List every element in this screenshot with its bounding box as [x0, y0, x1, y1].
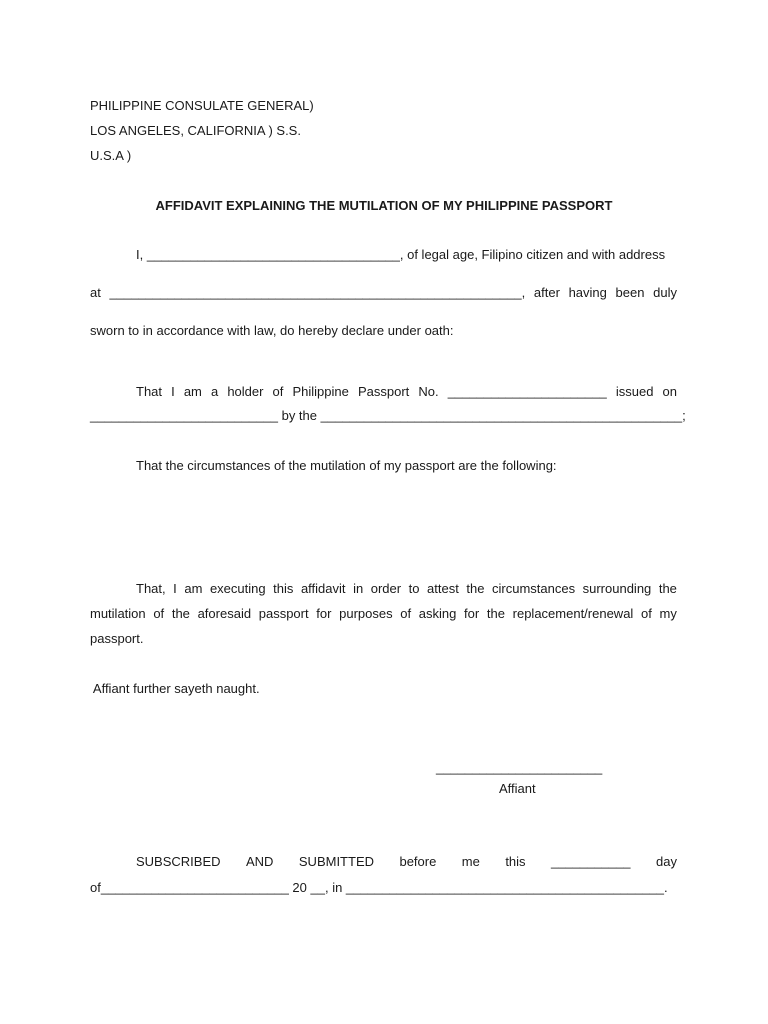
word: mutilation [90, 606, 146, 621]
word: aforesaid [197, 606, 252, 621]
word: this [273, 581, 294, 596]
word: SUBSCRIBED [136, 854, 221, 869]
word: of [272, 384, 284, 399]
word: duly [653, 285, 677, 300]
para1-line-1: I, ___________________________________, of legal age, Filipino citizen and with address [136, 247, 666, 262]
word: asking [418, 606, 457, 621]
word: order [370, 581, 402, 596]
word: before [399, 854, 437, 869]
word: Philippine [292, 384, 349, 399]
word: having [568, 285, 607, 300]
word: replacement/renewal [512, 606, 634, 621]
word: issued [615, 384, 654, 399]
word: AND [245, 854, 274, 869]
word: affidavit [300, 581, 346, 596]
word: surrounding [582, 581, 652, 596]
word: am [184, 581, 203, 596]
word: Passport [357, 384, 410, 399]
word: circumstances [492, 581, 576, 596]
jurat-line-1 [136, 854, 677, 870]
para2-line-2: __________________________ by the __________________________________________________; [90, 408, 686, 423]
venue-line-2: LOS ANGELES, CALIFORNIA ) S.S. [90, 123, 301, 138]
word: in [353, 581, 364, 596]
word: on [662, 384, 677, 399]
address-blank: _________________________________________________________, [109, 285, 526, 300]
word: ___________ [551, 854, 631, 869]
para2-line-1 [136, 384, 677, 400]
word: the [466, 581, 485, 596]
word: after [533, 285, 560, 300]
passport-number-blank: ______________________ [447, 384, 607, 399]
word: a [210, 384, 219, 399]
word: for [316, 606, 332, 621]
word: passport [258, 606, 309, 621]
venue-line-3: U.S.A ) [90, 148, 132, 163]
word: for [464, 606, 480, 621]
para1-line-3: sworn to in accordance with law, do hereby declare under oath: [90, 323, 454, 338]
word: That, [136, 581, 166, 596]
word: executing [209, 581, 266, 596]
word: of [153, 606, 165, 621]
word: holder [227, 384, 264, 399]
para4-line-1 [136, 581, 677, 597]
jurat-line-2: of__________________________ 20 __, in ____________________________________________. [90, 880, 668, 895]
word: No. [418, 384, 439, 399]
affiant-signature-line: _______________________ [436, 760, 603, 775]
word: am [183, 384, 202, 399]
word: SUBMITTED [298, 854, 375, 869]
word: attest [427, 581, 459, 596]
word: my [659, 606, 677, 621]
word: the [486, 606, 505, 621]
closing-statement: Affiant further sayeth naught. [90, 681, 260, 696]
word: at [90, 285, 101, 300]
word: me [461, 854, 480, 869]
para4-line-3: passport. [90, 631, 144, 646]
word: I [171, 384, 175, 399]
word: of [641, 606, 652, 621]
word: this [505, 854, 526, 869]
word: of [400, 606, 412, 621]
word: to [408, 581, 420, 596]
affiant-label: Affiant [499, 781, 536, 796]
venue-line-1: PHILIPPINE CONSULATE GENERAL) [90, 98, 314, 113]
word: That [136, 384, 163, 399]
word: the [658, 581, 677, 596]
word: day [655, 854, 677, 869]
para1-line-2 [90, 285, 677, 301]
word: been [615, 285, 645, 300]
para3-line-1: That the circumstances of the mutilation of my passport are the following: [136, 458, 557, 473]
para4-line-2 [90, 606, 677, 622]
word: I [173, 581, 177, 596]
word: purposes [339, 606, 393, 621]
document-title: AFFIDAVIT EXPLAINING THE MUTILATION OF MY PHILIPPINE PASSPORT [155, 198, 613, 213]
word: the [171, 606, 190, 621]
